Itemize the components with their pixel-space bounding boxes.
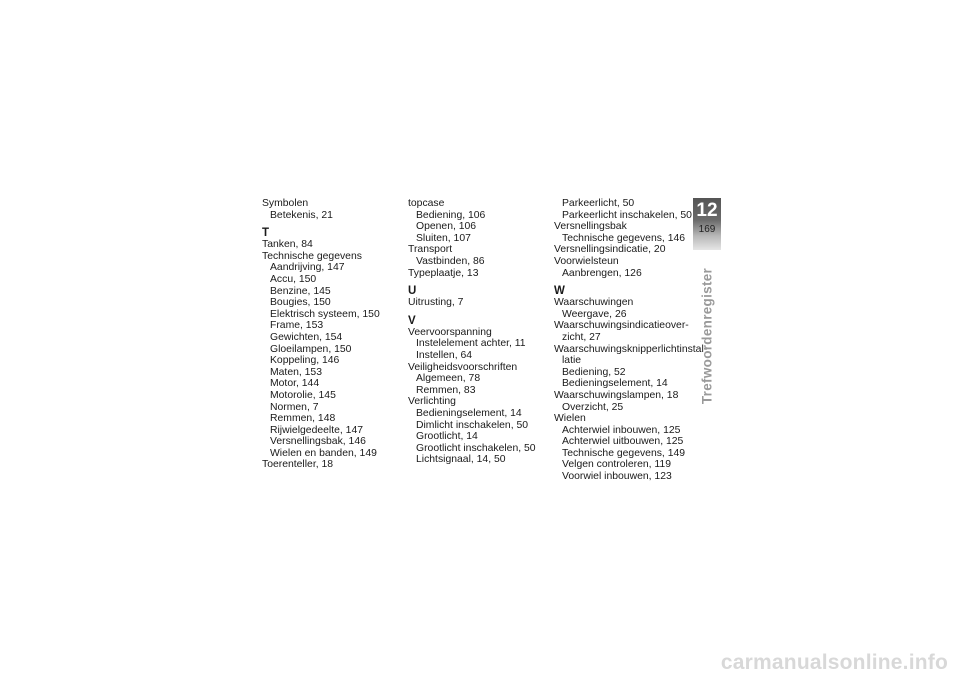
index-subentry: Bedieningselement, 14 <box>416 407 522 419</box>
index-subentry: Bediening, 106 <box>416 209 486 221</box>
index-subentry: Parkeerlicht inschakelen, 50 <box>562 209 692 221</box>
index-subentry: zicht, 27 <box>562 331 601 343</box>
index-entry: Voorwielsteun <box>554 255 619 267</box>
chapter-tab <box>693 198 721 250</box>
index-subentry: Remmen, 83 <box>416 384 476 396</box>
index-subentry: Openen, 106 <box>416 221 477 233</box>
index-entry: Versnellingsindicatie, 20 <box>554 244 666 256</box>
index-entry: Verlichting <box>408 396 456 408</box>
index-subentry: Sluiten, 107 <box>416 232 471 244</box>
index-subentry: Koppeling, 146 <box>270 355 340 367</box>
index-subentry: Aanbrengen, 126 <box>562 267 642 279</box>
index-entry: Waarschuwingen <box>554 297 634 309</box>
index-subentry: Instellen, 64 <box>416 349 473 361</box>
index-column-1 <box>262 198 402 471</box>
index-subentry: Gewichten, 154 <box>270 331 343 343</box>
index-subentry: Weergave, 26 <box>562 308 627 320</box>
index-subentry: Aandrijving, 147 <box>270 262 345 274</box>
index-subentry: Vastbinden, 86 <box>416 255 485 267</box>
index-subentry: Motorolie, 145 <box>270 389 336 401</box>
index-subentry: Bougies, 150 <box>270 297 331 309</box>
index-subentry: Benzine, 145 <box>270 285 331 297</box>
index-column-2 <box>408 198 548 466</box>
index-subentry: Accu, 150 <box>270 273 317 285</box>
index-subentry: Gloeilampen, 150 <box>270 343 352 355</box>
index-subentry: Achterwiel uitbouwen, 125 <box>562 436 684 448</box>
index-subentry: Betekenis, 21 <box>270 209 333 221</box>
index-subentry: Technische gegevens, 149 <box>562 447 686 459</box>
index-letter-heading: T <box>262 227 270 240</box>
index-entry: Waarschuwingsindicatieover- <box>554 320 689 332</box>
index-subentry: Velgen controleren, 119 <box>562 459 671 471</box>
index-subentry: Parkeerlicht, 50 <box>562 198 635 209</box>
chapter-number: 12 <box>696 200 718 221</box>
watermark: carmanualsonline.info <box>720 651 948 674</box>
index-entry: Technische gegevens <box>262 250 362 262</box>
index-subentry: Overzicht, 25 <box>562 401 624 413</box>
index-entry: Symbolen <box>262 198 309 209</box>
index-subentry: Lichtsignaal, 14, 50 <box>416 454 506 466</box>
index-entry: Transport <box>408 244 453 256</box>
index-subentry: Voorwiel inbouwen, 123 <box>562 471 672 483</box>
index-subentry: Algemeen, 78 <box>416 373 481 385</box>
index-subentry: Elektrisch systeem, 150 <box>270 308 380 320</box>
index-subentry: Normen, 7 <box>270 401 319 413</box>
index-subentry: Wielen en banden, 149 <box>270 447 377 459</box>
index-subentry: Maten, 153 <box>270 366 322 378</box>
index-entry: Typeplaatje, 13 <box>408 267 479 279</box>
index-subentry: Motor, 144 <box>270 378 320 390</box>
index-letter-heading: U <box>408 285 417 298</box>
index-subentry: Technische gegevens, 146 <box>562 232 686 244</box>
index-subentry: Dimlicht inschakelen, 50 <box>416 419 529 431</box>
index-subentry: Instelelement achter, 11 <box>416 338 526 350</box>
index-entry: Toerenteller, 18 <box>262 459 334 471</box>
index-letter-heading: V <box>408 314 416 327</box>
index-entry: Uitrusting, 7 <box>408 297 464 309</box>
index-entry: Wielen <box>554 413 586 425</box>
index-subentry: Versnellingsbak, 146 <box>270 436 366 448</box>
index-subentry: Remmen, 148 <box>270 413 336 425</box>
index-entry: Versnellingsbak <box>554 221 627 233</box>
index-subentry: Rijwielgedeelte, 147 <box>270 424 363 436</box>
page-number: 169 <box>698 224 716 235</box>
index-entry: Waarschuwingsknipperlichtinstal- <box>554 343 708 355</box>
index-subentry: Bedieningselement, 14 <box>562 378 668 390</box>
index-subentry: Frame, 153 <box>270 320 324 332</box>
index-entry: topcase <box>408 198 445 209</box>
index-subentry: Grootlicht inschakelen, 50 <box>416 442 536 454</box>
index-entry: Veervoorspanning <box>408 326 492 338</box>
index-entry: Veiligheidsvoorschriften <box>408 361 518 373</box>
index-subentry: Achterwiel inbouwen, 125 <box>562 424 681 436</box>
index-letter-heading: W <box>554 285 565 298</box>
index-subentry: latie <box>562 355 582 367</box>
index-subentry: Grootlicht, 14 <box>416 431 478 443</box>
index-entry: Waarschuwingslampen, 18 <box>554 389 679 401</box>
index-entry: Tanken, 84 <box>262 239 313 251</box>
section-title: Trefwoordenregister <box>699 267 715 405</box>
index-subentry: Bediening, 52 <box>562 366 626 378</box>
